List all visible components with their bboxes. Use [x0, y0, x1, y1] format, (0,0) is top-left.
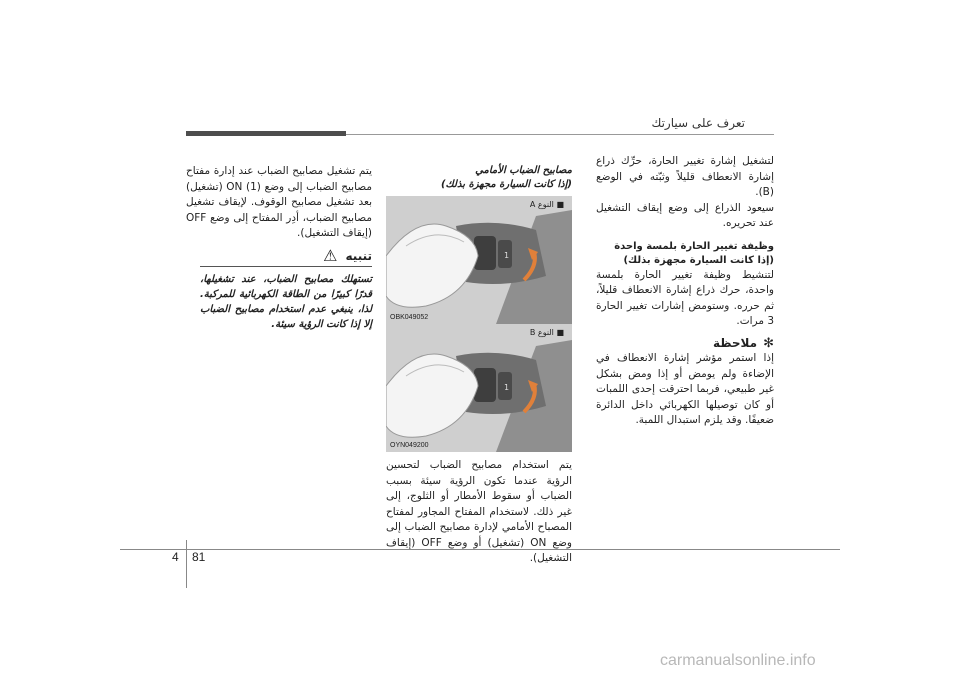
fog-light-heading: مصابيح الضباب الأمامي: [475, 165, 572, 176]
footer-divider: [186, 540, 187, 588]
figure-a-label: ■ النوع A: [529, 200, 564, 209]
fog-switch-illustration-a: [386, 196, 572, 324]
figure-type-a: [386, 196, 572, 324]
one-touch-heading: وظيفة تغيير الحارة بلمسة واحدة: [614, 240, 774, 252]
fog-light-subheading: (إذا كانت السيارة مجهزة بذلك): [440, 179, 572, 190]
page-section: 4: [172, 550, 179, 564]
header-bar: [186, 131, 346, 136]
middle-column-heading: [386, 164, 572, 192]
lane-change-paragraph: لتشغيل إشارة تغيير الحارة، حرِّك ذراع إشارة الانعطاف قليلاً وثبّته في الوضع (B).: [596, 155, 774, 198]
svg-text:1: 1: [504, 383, 510, 392]
warning-title: تنبيه: [345, 248, 372, 263]
one-touch-paragraph: لتنشيط وظيفة تغيير الحارة بلمسة واحدة، حرك ذراع إشارة الانعطاف قليلاً، ثم حرره. وستومض إشارات تغيير الحارة 3 مرات.: [596, 268, 774, 327]
fog-light-usage-paragraph: يتم استخدام مصابيح الضباب لتحسين الرؤية عندما تكون الرؤية سيئة بسبب الضباب أو سقوط الأمطار أو الثلوج، إلى غير ذلك. لاستخدام المفتاح المجاور لمفتاح المصباح الأمامي لإدارة مصابيح الضباب إلى وضع ON (تشغيل) أو وضع OFF (إيقاف التشغيل).: [386, 459, 572, 564]
warning-heading: [200, 246, 372, 265]
left-column: [186, 164, 372, 242]
warning-body: تستهلك مصابيح الضباب، عند تشغيلها، قدرًا كبيرًا من الطاقة الكهربائية للمركبة. لذا، ينبغي عدم استخدام مصابيح الضباب إلا إذا كانت الرؤية سيئة.: [200, 274, 372, 330]
middle-column-text: [386, 458, 572, 567]
figure-type-b: [386, 324, 572, 452]
page-number: 81: [192, 550, 206, 564]
note-body: إذا استمر مؤشر إشارة الانعطاف في الإضاءة ولم يومض أو إذا ومض بشكل غير طبيعي، فربما احترقت إحدى اللمبات أو كان توصيلها الكهربائي داخل الدائرة ضعيفًا. وقد يلزم استبدال اللمبة.: [596, 352, 774, 426]
svg-text:1: 1: [504, 251, 510, 260]
fog-light-operation-paragraph: يتم تشغيل مصابيح الضباب عند إدارة مفتاح مصابيح الضباب إلى وضع (1) ON (تشغيل) بعد تشغيل مصابيح الوقوف. لإيقاف تشغيل مصابيح الضباب، أدِر المفتاح إلى وضع OFF (إيقاف التشغيل).: [186, 165, 373, 239]
watermark: carmanualsonline.info: [660, 652, 816, 669]
figure-b-code: OYN049200: [390, 442, 429, 449]
warning-triangle-icon: ⚠: [323, 246, 338, 265]
note-title: ملاحظة: [712, 335, 758, 350]
lever-return-paragraph: سيعود الذراع إلى وضع إيقاف التشغيل عند تحريره.: [596, 201, 774, 229]
footer-rule: [120, 549, 840, 550]
header-title: تعرف على سيارتك: [651, 116, 745, 130]
one-touch-subheading: (إذا كانت السيارة مجهزة بذلك): [623, 254, 774, 266]
figure-b-label: ■ النوع B: [529, 328, 564, 337]
right-column: [596, 154, 774, 429]
warning-rule: [200, 266, 372, 267]
note-heading: [596, 336, 774, 352]
fog-switch-illustration-b: [386, 324, 572, 452]
note-asterisk-icon: ✻: [763, 335, 774, 351]
figure-a-code: OBK049052: [390, 314, 429, 321]
